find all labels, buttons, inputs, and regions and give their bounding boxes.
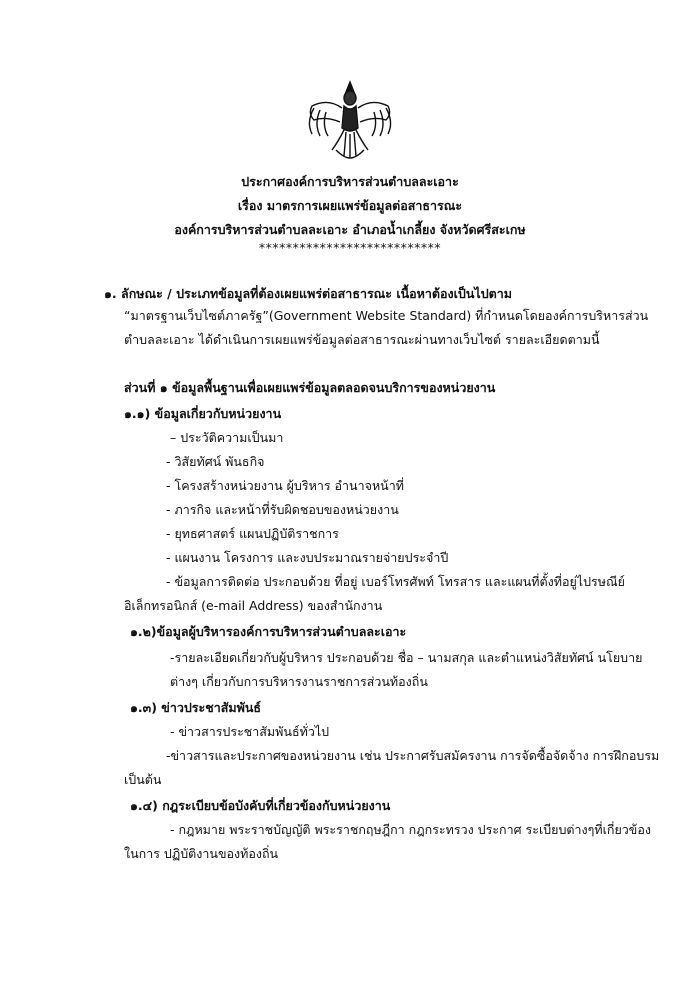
- subsection-heading: ๑.๓) ข่าวประชาสัมพันธ์: [130, 700, 262, 715]
- list-item-continuation: เป็นต้น: [124, 772, 162, 787]
- subsection-heading: ๑.๔) กฎระเบียบข้อบังคับที่เกี่ยวข้องกับหน่วยงาน: [130, 798, 391, 813]
- garuda-emblem: [300, 78, 400, 160]
- body-text-line: ต่างๆ เกี่ยวกับการบริหารงานราชการส่วนท้องถิ่น: [170, 674, 428, 689]
- body-text-line: - กฎหมาย พระราชบัญญัติ พระราชกฤษฎีกา กฎกระทรวง ประกาศ ระเบียบต่างๆที่เกี่ยวข้อง: [170, 822, 651, 837]
- intro-text-line: ตำบลละเอาะ ได้ดำเนินการเผยแพร่ข้อมูลต่อสาธารณะผ่านทางเว็บไซต์ รายละเอียดตามนี้: [124, 332, 600, 347]
- list-item: - แผนงาน โครงการ และงบประมาณรายจ่ายประจำปี: [166, 550, 449, 565]
- announcement-title: ประกาศองค์การบริหารส่วนตำบลละเอาะ: [241, 174, 459, 189]
- announcement-subject: เรื่อง มาตรการเผยแพร่ข้อมูลต่อสาธารณะ: [237, 198, 463, 213]
- list-item: - ยุทธศาสตร์ แผนปฏิบัติราชการ: [166, 526, 339, 541]
- subsection-heading: ๑.๑) ข้อมูลเกี่ยวกับหน่วยงาน: [124, 406, 282, 421]
- list-item: - ข่าวสารประชาสัมพันธ์ทั่วไป: [170, 724, 330, 739]
- list-item: - ภารกิจ และหน้าที่รับผิดชอบของหน่วยงาน: [166, 502, 399, 517]
- organization-location: องค์การบริหารส่วนตำบลละเอาะ อำเภอน้ำเกลี้ยง จังหวัดศรีสะเกษ: [174, 222, 526, 237]
- section-1-heading: ๑. ลักษณะ / ประเภทข้อมูลที่ต้องเผยแพร่ต่อสาธารณะ เนื้อหาต้องเป็นไปตาม: [104, 286, 513, 301]
- part-1-title: ส่วนที่ ๑ ข้อมูลพื้นฐานเพื่อเผยแพร่ข้อมูลตลอดจนบริการของหน่วยงาน: [124, 380, 496, 395]
- separator-stars: ***************************: [258, 240, 442, 255]
- list-item: -ข่าวสารและประกาศของหน่วยงาน เช่น ประกาศรับสมัครงาน การจัดซื้อจัดจ้าง การฝึกอบรม: [166, 748, 660, 763]
- list-item: - วิสัยทัศน์ พันธกิจ: [166, 454, 265, 469]
- list-item-continuation: อิเล็กทรอนิกส์ (e-mail Address) ของสำนักงาน: [124, 598, 383, 613]
- subsection-heading: ๑.๒)ข้อมูลผู้บริหารองค์การบริหารส่วนตำบลละเอาะ: [130, 624, 407, 639]
- list-item: – ประวัติความเป็นมา: [170, 430, 284, 445]
- body-text-line: ในการ ปฏิบัติงานของท้องถิ่น: [124, 846, 279, 861]
- list-item: - โครงสร้างหน่วยงาน ผู้บริหาร อำนาจหน้าที่: [166, 478, 404, 493]
- list-item: - ข้อมูลการติดต่อ ประกอบด้วย ที่อยู่ เบอร์โทรศัพท์ โทรสาร และแผนที่ตั้งที่อยู่ไปรษณีย์: [166, 574, 625, 589]
- intro-text-line: “มาตรฐานเว็บไซต์ภาครัฐ”(Government Website Standard) ที่กำหนดโดยองค์การบริหารส่วน: [124, 308, 649, 323]
- body-text-line: -รายละเอียดเกี่ยวกับผู้บริหาร ประกอบด้วย ชื่อ – นามสกุล และตำแหน่งวิสัยทัศน์ นโยบาย: [170, 650, 643, 665]
